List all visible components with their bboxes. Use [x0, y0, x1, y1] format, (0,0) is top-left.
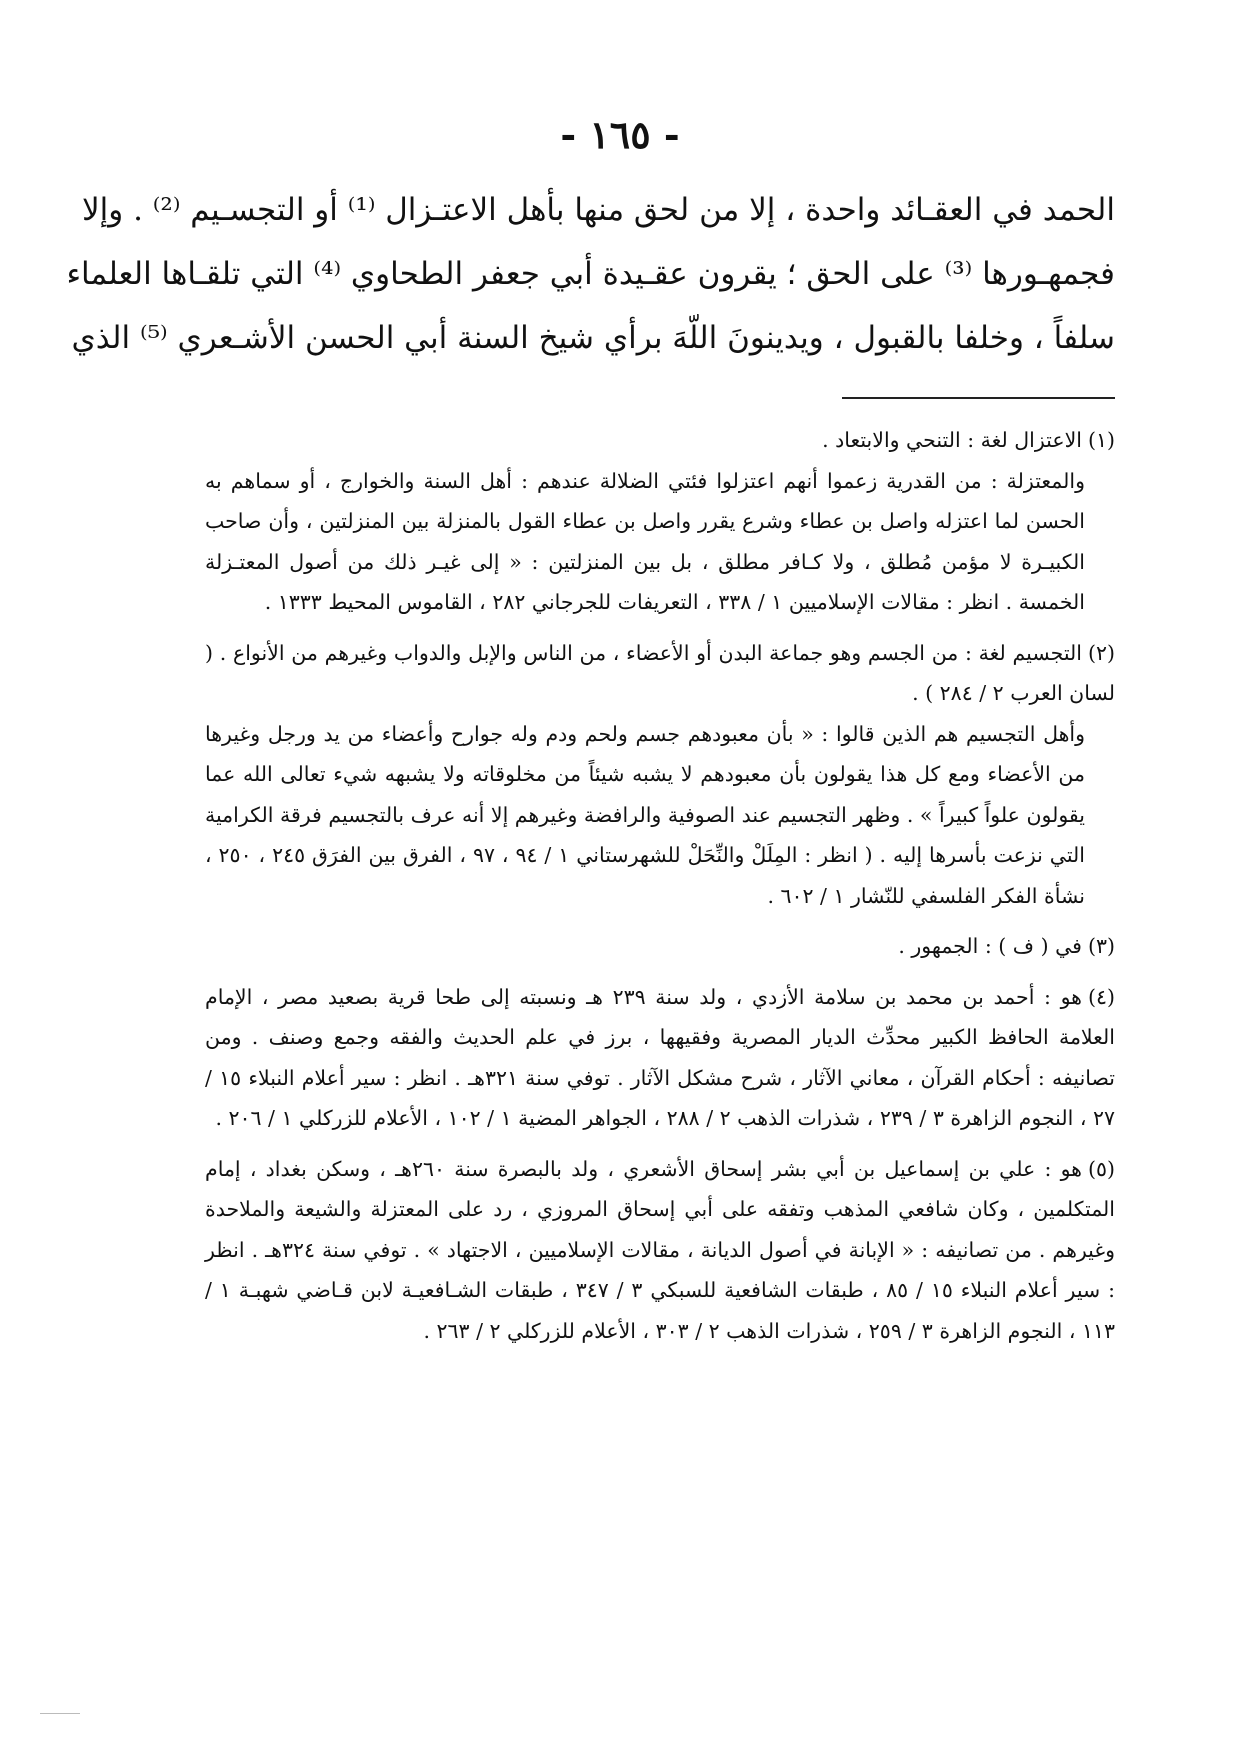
footnote-paragraph: وأهل التجسيم هم الذين قالوا : « بأن معبودهم جسم ولحم ودم وله جوارح وأعضاء من يد ورجل وغيرها من الأعضاء ومع كل هذا يقولون بأن معبودهم لا يشبه شيئاً من مخلوقاته ولا يشبهه شيء تعالى الله عما يقولون علواً كبيراً » . وظهر التجسيم عند الصوفية والرافضة وغيرهم إلا أنه عرف بالتجسيم فرقة الكرامية التي نزعت بأسرها إليه . ( انظر : المِلَلْ والنِّحَلْ للشهرستاني ١ / ٩٤ ، ٩٧ ، الفرق بين الفرَق ٢٤٥ ، ٢٥٠ ، نشأة الفكر الفلسفي للنّشار ١ / ٦٠٢ . — [205, 721, 1085, 908]
footnote-text: التجسيم لغة : من الجسم وهو جماعة البدن أو الأعضاء ، من الناس والإبل والدواب وغيرهم من الأنواع . ( لسان العرب ٢ / ٢٨٤ ) . — [205, 640, 1115, 705]
main-text-line: الحمد في العقـائد واحدة ، إلا من لحق منها بأهل الاعتـزال ⁽¹⁾ أو التجسـيم ⁽²⁾ . وإلا — [81, 192, 1115, 228]
main-text-line: فجمهـورها ⁽³⁾ على الحق ؛ يقرون عقـيدة أبي جعفر الطحاوي ⁽⁴⁾ التي تلقـاها العلماء — [66, 256, 1115, 292]
footnote-marker: (٣) — [1087, 934, 1115, 958]
footnote-text: هو : علي بن إسماعيل بن أبي بشر إسحاق الأشعري ، ولد بالبصرة سنة ٢٦٠هـ ، وسكن بغداد ، إمام المتكلمين ، وكان شافعي المذهب وتفقه على أبي إسحاق المروزي ، رد على المعتزلة والشيعة والملاحدة وغيرهم . من تصانيفه : « الإبانة في أصول الديانة ، مقالات الإسلاميين ، الاجتهاد » . توفي سنة ٣٢٤هـ . انظر : سير أعلام النبلاء ١٥ / ٨٥ ، طبقات الشافعية للسبكي ٣ / ٣٤٧ ، طبقات الشـافعيـة لابن قـاضي شهبـة ١ / ١١٣ ، النجوم الزاهرة ٣ / ٢٥٩ ، شذرات الذهب ٢ / ٣٠٣ ، الأعلام للزركلي ٢ / ٢٦٣ . — [205, 1156, 1115, 1343]
footnote-text: هو : أحمد بن محمد بن سلامة الأزدي ، ولد سنة ٢٣٩ هـ ونسبته إلى طحا قرية بصعيد مصر ، الإمام العلامة الحافظ الكبير محدِّث الديار المصرية وفقيهها ، برز في علم الحديث والفقه وجمع وصنف . ومن تصانيفه : أحكام القرآن ، معاني الآثار ، شرح مشكل الآثار . توفي سنة ٣٢١هـ . انظر : سير أعلام النبلاء ١٥ / ٢٧ ، النجوم الزاهرة ٣ / ٢٣٩ ، شذرات الذهب ٢ / ٢٨٨ ، الجواهر المضية ١ / ١٠٢ ، الأعلام للزركلي ١ / ٢٠٦ . — [205, 984, 1116, 1130]
footnote-marker: (٤) — [1087, 984, 1115, 1009]
footnote-paragraph — [205, 420, 1115, 461]
footnote-paragraph — [205, 977, 1115, 1139]
footnote-text: الاعتزال لغة : التنحي والابتعاد . — [822, 428, 1082, 452]
footnote-1 — [205, 420, 1115, 623]
footnote-paragraph — [205, 633, 1115, 714]
footnote-5 — [205, 1149, 1115, 1352]
footnote-marker: (٢) — [1087, 640, 1115, 665]
footnote-2 — [205, 633, 1115, 917]
footnote-divider — [842, 397, 1115, 399]
footnote-paragraph: والمعتزلة : من القدرية زعموا أنهم اعتزلوا فئتي الضلالة عندهم : أهل السنة والخوارج ، أو سماهم به الحسن لما اعتزله واصل بن عطاء وشرع يقرر واصل بن عطاء القول بالمنزلة بين المنزلتين ، وأن صاحب الكبيـرة لا مؤمن مُطلق ، ولا كـافر مطلق ، بل بين المنزلتين : « إلى غيـر ذلك من أصول المعتـزلة الخمسة . انظر : مقالات الإسلاميين ١ / ٣٣٨ ، التعريفات للجرجاني ٢٨٢ ، القاموس المحيط ١٣٣٣ . — [205, 468, 1085, 614]
main-text-line: سلفاً ، وخلفا بالقبول ، ويدينونَ اللّهَ برأي شيخ السنة أبي الحسن الأشـعري ⁽⁵⁾ الذي — [71, 320, 1115, 356]
footnote-3 — [205, 926, 1115, 967]
footnote-text: في ( ف ) : الجمهور . — [898, 934, 1082, 958]
main-text — [66, 178, 1115, 370]
page-number: - ١٦٥ - — [560, 112, 680, 157]
scan-mark — [40, 1713, 80, 1714]
footnote-4 — [205, 977, 1115, 1139]
footnote-paragraph — [205, 926, 1115, 967]
footnotes — [205, 420, 1115, 1361]
footnote-marker: (٥) — [1087, 1156, 1115, 1181]
footnote-paragraph — [205, 1149, 1115, 1352]
footnote-marker: (١) — [1087, 428, 1115, 452]
